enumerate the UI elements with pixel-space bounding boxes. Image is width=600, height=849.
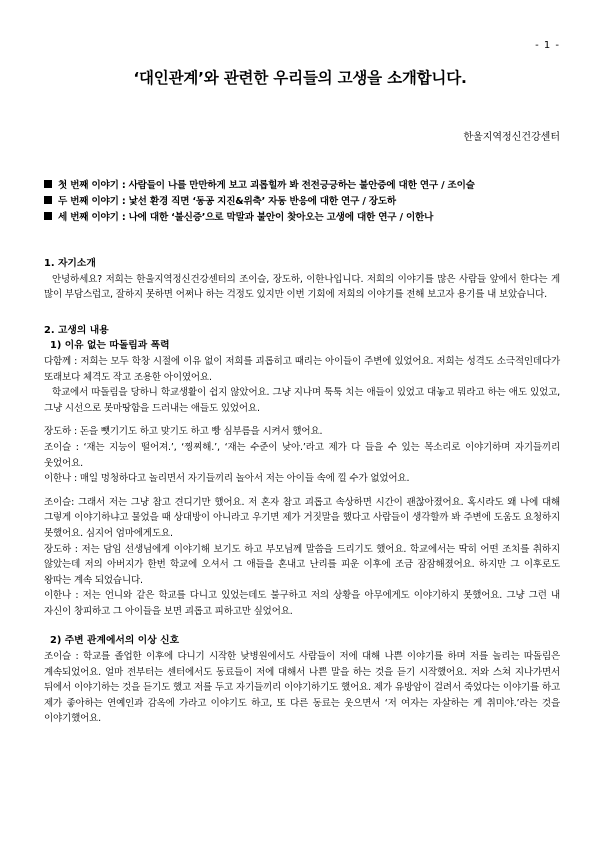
document-body <box>44 256 560 727</box>
section-heading: 1. 자기소개 <box>44 258 96 269</box>
story-item <box>44 178 564 194</box>
story-item <box>44 210 564 226</box>
story-item <box>44 194 564 210</box>
paragraph: 조이슬 : ‘재는 지능이 떨어져.’, ‘찡찌해.’, ‘재는 수준이 낮아.’라고 제가 다 들을 수 있는 목소리로 이야기하며 자기들끼리 웃었어요. <box>44 441 560 469</box>
square-bullet-icon <box>44 196 52 204</box>
story-text: 세 번째 이야기 : 나에 대한 ‘불신증’으로 막말과 불안이 찾아오는 고생에 대한 연구 / 이한나 <box>58 212 434 223</box>
square-bullet-icon <box>44 180 52 188</box>
paragraph: 장도하 : 돈을 뺏기기도 하고 맞기도 하고 빵 심부름을 시켜서 했어요. <box>44 426 323 438</box>
organization-name: 한울지역정신건강센터 <box>463 132 560 143</box>
story-text: 두 번째 이야기 : 낯선 환경 직면 ‘동공 지진&위축’ 자동 반응에 대한 연구 / 장도하 <box>58 196 396 207</box>
paragraph: 이한나 : 저는 언니와 같은 학교를 다니고 있었는데도 불구하고 저의 상황을 아무에게도 이야기하지 못했어요. 그냥 그런 내 자신이 창피하고 그 아이들을 보면 괴롭고 피하고만 싶었어요. <box>44 590 560 617</box>
subsection-heading: 1) 이유 없는 따돌림과 폭력 <box>50 340 170 352</box>
subsection-heading: 2) 주변 관계에서의 이상 신호 <box>50 635 180 647</box>
page-number: - 1 - <box>535 40 560 51</box>
paragraph: 조이슬: 그래서 저는 그냥 참고 견디기만 했어요. 저 혼자 참고 괴롭고 속상하면 시간이 괜찮아졌어요. 혹시라도 왜 나에 대해 그렇게 이야기하냐고 물었을 때 상대방이 아니라고 우기면 제가 거짓말을 했다고 사람들이 생각할까 봐 주변에 도움도 요청하지 못했어요. 심지어 엄마에게도요. <box>44 496 560 539</box>
square-bullet-icon <box>44 212 52 220</box>
story-text: 첫 번째 이야기 : 사람들이 나를 만만하게 보고 괴롭힐까 봐 전전긍긍하는 불안증에 대한 연구 / 조이슬 <box>58 180 475 191</box>
section-heading: 2. 고생의 내용 <box>44 324 109 336</box>
document-title: ‘대인관계’와 관련한 우리들의 고생을 소개합니다. <box>133 69 467 87</box>
paragraph: 안녕하세요? 저희는 한울지역정신건강센터의 조이슬, 장도하, 이한나입니다. 저희의 이야기를 많은 사람들 앞에서 한다는 게 많이 부담스럽고, 잘하지 못하면 어쩌나 하는 걱정도 있지만 이번 기회에 저희의 이야기를 전해 보고자 용기를 내 보았습니다. <box>44 273 560 301</box>
paragraph: 학교에서 따돌림을 당하니 학교생활이 쉽지 않았어요. 그냥 지나며 툭툭 치는 애들이 있었고 대놓고 뭐라고 하는 애도 있었고, 그냥 시선으로 못마땅함을 드러내는 애들도 있었어요. <box>44 387 560 414</box>
paragraph: 조이슬 : 학교를 졸업한 이후에 다니기 시작한 낮병원에서도 사람들이 저에 대해 나쁜 이야기를 하며 저를 놀리는 따돌림은 계속되었어요. 얼마 전부터는 센터에서도 동료들이 저에 대해서 나쁜 말을 하는 것을 듣기 시작했어요. 저와 스쳐 지나가면서 뒤에서 이야기하는 것을 듣기도 했고 저를 두고 자기들끼리 이야기하기도 했어요. 제가 유방암이 걸려서 죽었다는 이야기를 하고 제가 좋아하는 연예인과 감옥에 가라고 이야기도 하고, 또 다른 동료는 웃으면서 ‘저 여자는 자살하는 게 취미야.’라는 것을 이야기했어요. <box>44 651 560 725</box>
paragraph: 다함께 : 저희는 모두 학창 시절에 이유 없이 저희를 괴롭히고 때리는 아이들이 주변에 있었어요. 저희는 성격도 소극적인데다가 또래보다 체격도 작고 조용한 아이였어요. <box>44 355 560 383</box>
paragraph: 이한나 : 매일 멍청하다고 놀리면서 자기들끼리 놀아서 저는 아이들 속에 낄 수가 없었어요. <box>44 473 410 485</box>
paragraph: 장도하 : 저는 담임 선생님에게 이야기해 보기도 하고 부모님께 말씀을 드리기도 했어요. 학교에서는 딱히 어떤 조치를 취하지 않았는데 저의 아버지가 한번 학교에 오셔서 그 애들을 혼내고 난리를 피운 이후에 조금 잠잠해졌어요. 하지만 그 이후로도 왕따는 계속 되었습니다. <box>44 543 560 586</box>
story-list <box>44 178 564 226</box>
